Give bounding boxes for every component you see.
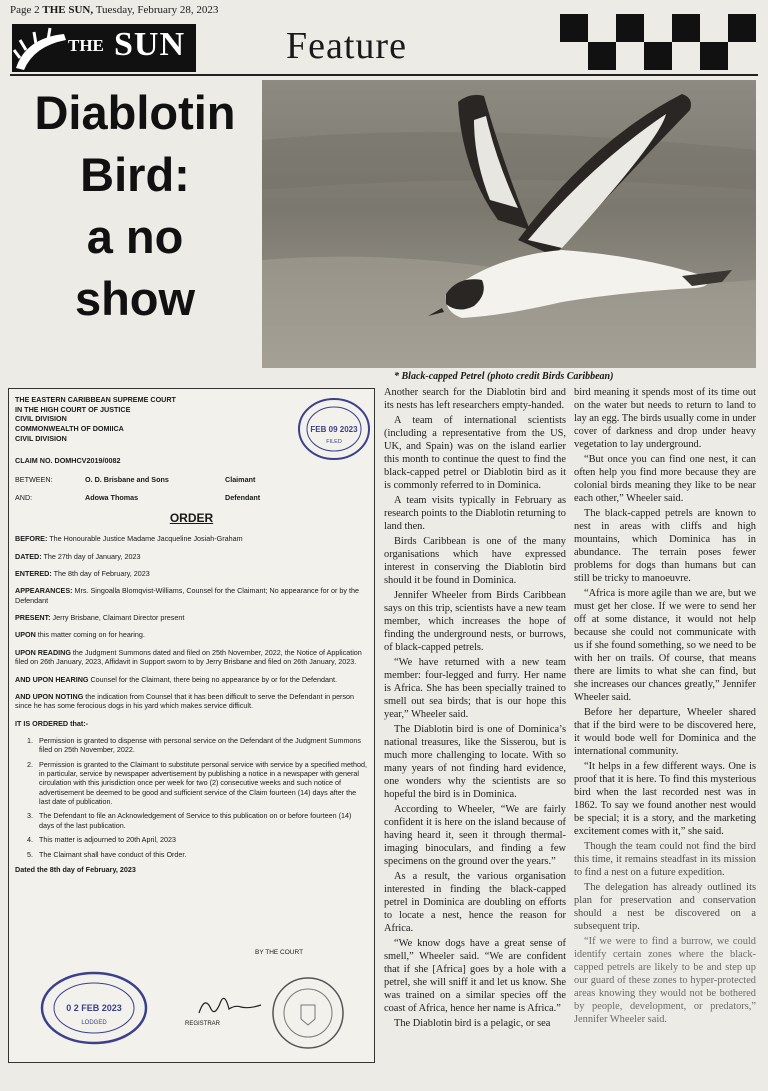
masthead-logo — [12, 24, 196, 72]
upon-reading-line: UPON READING the Judgment Summons dated and filed on 25th November, 2022, the Notice of Application filed on 26th January, 2023, Affidavit in Support sworn to by Jerry Brisbane and filed on 26th January, 2023. — [15, 647, 362, 667]
stamp-bottom-lodged: LODGED — [81, 1020, 107, 1026]
stamp-top-date: FEB 09 2023 — [310, 425, 358, 434]
article-paragraph: Though the team could not find the bird this time, it remains steadfast in its mission to find a nest on a future expedition. — [574, 841, 756, 878]
parties: BETWEEN: O. D. Brisbane and Sons Claimant AND: Adowa Thomas Defendant — [15, 474, 261, 503]
claim-number: CLAIM NO. DOMHCV2019/0082 — [15, 455, 121, 465]
article-paragraph: The black-capped petrels are known to nest in areas with cliffs and high mountains, which Dominica has in abundance. The terrain poses fewer problems for dogs than humans but can still be tricky to manoeuvre. — [574, 508, 756, 584]
order-item: 2. Permission is granted to the Claimant to substitute personal service with service by a specified method, in particular, service by newspaper advertisement by publishing a notice in a newspaper with general circulation with this jurisdiction once per week for two (2) consecutive weeks and such notice of advertisement be deemed to be good and sufficient service of the Claim fourteen (14) days after the last date of publication. — [35, 760, 368, 807]
stamp-bottom-date: 0 2 FEB 2023 — [66, 1003, 122, 1013]
petrel-illustration — [262, 80, 756, 368]
article-paragraph: “If we were to find a burrow, we could identify certain zones where the black-capped petrels are likely to be and step up our guard of these zones to hyper-protected areas knowing they would not be bothered by people, development, or predators,” Jennifer Wheeler said. — [574, 936, 756, 1025]
paper-name: THE SUN, — [42, 4, 94, 16]
entered-line: ENTERED: The 8th day of February, 2023 — [15, 568, 150, 578]
masthead-the: THE — [68, 36, 104, 55]
header-rule — [10, 74, 758, 76]
masthead-sun: SUN — [114, 26, 186, 63]
claimant-name: O. D. Brisbane and Sons — [85, 474, 169, 484]
article-column-2 — [574, 386, 756, 1056]
order-item: 1. Permission is granted to dispense with personal service on the Defendant of the Judgment Summons filed on 25th November, 2022. — [35, 736, 368, 755]
headline-line: Bird: — [80, 148, 190, 201]
article-paragraph: “We know dogs have a great sense of smell,” Wheeler said. “We are confident that if she [Africa] goes by a hole with a petrel, she will sniff it and let us know. She was trained on a similar species off the coast of Africa, hence her name is Africa.” — [384, 938, 566, 1014]
order-item: 4. This matter is adjourned to 20th April, 2023 — [35, 835, 368, 844]
photo-caption: * Black-capped Petrel (photo credit Birds Caribbean) — [394, 371, 614, 382]
article-paragraph: “Africa is more agile than we are, but we must get her close. If we were to send her off at some distance, it would not help because she could not communicate with us if she found something, so we need to be with her on trails. Of course, that means there are limits to what she can find, but she increases our chances greatly,” Jennifer Wheeler said. — [574, 588, 756, 703]
article-paragraph: A team of international scientists (including a representative from the US, UK, and Spain) was on the island earlier this month to continue the quest to find the black-capped petrel or Diablotin bird as it is commonly referred to in Dominica. — [384, 415, 566, 491]
filed-stamp — [297, 397, 371, 461]
article-paragraph: “We have returned with a new team member: four-legged and furry. Her name is Africa. She has been specially trained to smell out sea birds; that is our hope this year,” Wheeler said. — [384, 657, 566, 720]
present-line: PRESENT: Jerry Brisbane, Claimant Director present — [15, 613, 185, 623]
article-paragraph: Jennifer Wheeler from Birds Caribbean says on this trip, scientists have a new team member, which increases the hope of finding the underground nests, or burrows, of black-capped petrels. — [384, 590, 566, 653]
court-seal-icon — [271, 975, 345, 1051]
article-paragraph: According to Wheeler, “We are fairly confident it is here on the island because of having heard it, seen it through thermal-imaging binoculars, and finding a few specimens on the ground over the years.” — [384, 804, 566, 867]
issue-date: Tuesday, February 28, 2023 — [95, 4, 219, 16]
section-title: Feature — [286, 25, 407, 67]
article-paragraph: “But once you can find one nest, it can often help you find more because they are colonial birds meaning they like to be near each other,” Wheeler said. — [574, 454, 756, 504]
order-title: ORDER — [169, 510, 214, 525]
dated-line: DATED: The 27th day of January, 2023 — [15, 551, 141, 561]
upon-line: UPON this matter coming on for hearing. — [15, 630, 145, 640]
dated-footer: Dated the 8th day of February, 2023 — [15, 864, 136, 874]
article-paragraph: A team visits typically in February as research points to the Diablotin returning to land then. — [384, 495, 566, 532]
article-paragraph: Another search for the Diablotin bird and its nests has left researchers empty-handed. — [384, 387, 566, 411]
filed-stamp-icon — [297, 397, 371, 461]
lodged-stamp — [39, 969, 149, 1047]
order-list — [35, 736, 368, 859]
article-paragraph: bird meaning it spends most of its time out on the water but needs to return to land to lay an egg. The birds usually come in under cover of darkness and drop under heavy vegetation to lay underground. — [574, 387, 756, 450]
ordered-label: IT IS ORDERED that:- — [15, 718, 89, 728]
page-number: 2 — [34, 4, 40, 16]
upon-noting-line: AND UPON NOTING the indication from Counsel that it has been difficult to serve the Defendant in person since he has some ferocious dogs in his yard which makes service difficult. — [15, 691, 355, 711]
before-line: BEFORE: The Honourable Justice Madame Jacqueline Josiah-Graham — [15, 534, 243, 544]
article-paragraph: The Diablotin bird is a pelagic, or sea — [394, 1018, 551, 1029]
court-heading: THE EASTERN CARIBBEAN SUPREME COURT IN THE HIGH COURT OF JUSTICE CIVIL DIVISION COMMONWEALTH OF DOMIICA CIVIL DIVISION — [15, 395, 176, 443]
order-item: 3. The Defendant to file an Acknowledgement of Service to this publication on or before fourteen (14) days of the last publication. — [35, 811, 368, 830]
signature-icon — [195, 991, 265, 1019]
article-paragraph: Birds Caribbean is one of the many organisations which have expressed interest in conserving the Diablotin bird should it be found in Dominica. — [384, 536, 566, 586]
court-seal — [271, 975, 345, 1051]
registrar-label: REGISTRAR — [185, 1021, 221, 1027]
article-paragraph: The delegation has already outlined its plan for preservation and conservation should a nest be discovered on a subsequent trip. — [574, 882, 756, 932]
upon-hearing-line: AND UPON HEARING Counsel for the Claimant, there being no appearance by or for the Defendant. — [15, 674, 338, 684]
petrel-photo — [262, 80, 756, 368]
order-item: 5. The Claimant shall have conduct of this Order. — [35, 850, 368, 859]
by-the-court: BY THE COURT — [255, 949, 304, 956]
stamp-top-filed: FILED — [326, 439, 342, 445]
headline-line: Diablotin — [34, 86, 236, 139]
article-paragraph: “It helps in a few different ways. One is proof that it is here. To find this mysterious bird when the last recorded nest was in 1862. To say we found another nest would be special; it is a story, and the marketing excitement comes with it,” she said. — [574, 761, 756, 837]
article-column-1 — [384, 386, 566, 1056]
appearances-line: APPEARANCES: Mrs. Singoalla Blomqvist-Williams, Counsel for the Claimant; No appearance for or by the Defendant — [15, 586, 359, 605]
running-header — [10, 4, 218, 16]
article-paragraph: Before her departure, Wheeler shared that if the bird were to be discovered here, it would bode well for Dominica and the international community. — [574, 707, 756, 757]
headline-line: a no — [86, 210, 184, 263]
registrar-signature — [195, 991, 265, 1019]
headline — [12, 82, 258, 330]
checker-decoration — [560, 14, 756, 70]
defendant-name: Adowa Thomas — [85, 493, 139, 503]
article-paragraph: As a result, the various organisation interested in finding the black-capped petrel in Dominica are doubling on efforts to locate a nest, hence the reason for Africa. — [384, 871, 566, 934]
headline-line: show — [74, 272, 196, 325]
article-paragraph: The Diablotin bird is one of Dominica’s national treasures, like the Sisserou, but is much more challenging to locate. With so many years of not finding hard evidence, one wonders why the scientists are so hopeful the bird is in Dominica. — [384, 724, 566, 800]
sun-rays-icon — [12, 24, 72, 72]
lodged-stamp-icon — [39, 969, 149, 1047]
page-label: Page — [10, 4, 32, 16]
court-order-notice — [8, 388, 375, 1063]
